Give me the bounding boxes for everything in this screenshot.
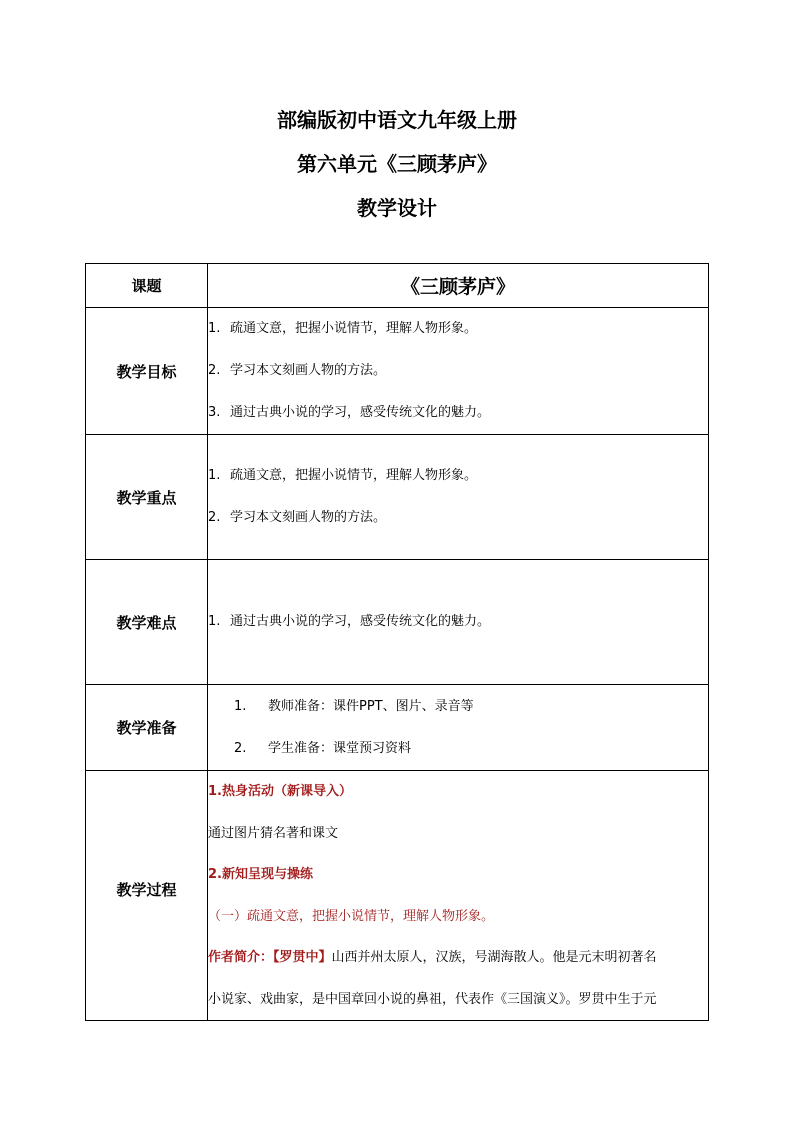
row-process bbox=[86, 771, 709, 1021]
preparation-list bbox=[208, 685, 709, 771]
label-difficulties: 教学难点 bbox=[86, 560, 208, 685]
row-key-points bbox=[86, 435, 709, 560]
row-preparation bbox=[86, 685, 709, 771]
process-step1-heading: 1.热身活动（新课导入） bbox=[208, 784, 352, 799]
label-process: 教学过程 bbox=[86, 771, 208, 1021]
process-content bbox=[208, 771, 709, 1021]
process-sub1-heading: （一）疏通文意，把握小说情节，理解人物形象。 bbox=[208, 908, 495, 924]
author-label: 作者简介： bbox=[208, 950, 274, 965]
process-author-line-2: 小说家、戏曲家，是中国章回小说的鼻祖，代表作《三国演义》。罗贯中生于元 bbox=[208, 991, 657, 1007]
label-topic: 课题 bbox=[86, 264, 208, 308]
list-item: 1. 疏通文意，把握小说情节，理解人物形象。 bbox=[208, 321, 478, 336]
objectives-list bbox=[208, 308, 709, 435]
document-title-block bbox=[0, 104, 794, 236]
row-objectives bbox=[86, 308, 709, 435]
lesson-plan-table bbox=[85, 263, 709, 1021]
label-preparation: 教学准备 bbox=[86, 685, 208, 771]
list-item: 2. 学习本文刻画人物的方法。 bbox=[208, 510, 387, 525]
title-unit: 第六单元《三顾茅庐》 bbox=[297, 152, 497, 176]
title-design: 教学设计 bbox=[357, 196, 437, 220]
list-item: 1. 疏通文意，把握小说情节，理解人物形象。 bbox=[208, 468, 478, 483]
label-objectives: 教学目标 bbox=[86, 308, 208, 435]
key-points-list bbox=[208, 435, 709, 560]
list-item: 2. 学生准备：课堂预习资料 bbox=[234, 740, 412, 756]
row-topic bbox=[86, 264, 709, 308]
title-textbook: 部编版初中语文九年级上册 bbox=[277, 108, 517, 132]
author-text-1: 山西并州太原人，汉族，号湖海散人。他是元末明初著名 bbox=[331, 950, 657, 965]
list-item: 1. 通过古典小说的学习，感受传统文化的魅力。 bbox=[208, 614, 491, 629]
list-item: 1. 教师准备：课件PPT、图片、录音等 bbox=[234, 698, 474, 714]
process-step2-heading: 2.新知呈现与操练 bbox=[208, 867, 313, 882]
label-key-points: 教学重点 bbox=[86, 435, 208, 560]
difficulties-list bbox=[208, 560, 709, 685]
list-item: 3. 通过古典小说的学习，感受传统文化的魅力。 bbox=[208, 405, 491, 420]
topic-value: 《三顾茅庐》 bbox=[208, 264, 709, 308]
list-item: 2. 学习本文刻画人物的方法。 bbox=[208, 363, 387, 378]
row-difficulties bbox=[86, 560, 709, 685]
process-step1-text: 通过图片猜名著和课文 bbox=[208, 825, 339, 841]
author-name: 【罗贯中】 bbox=[273, 950, 332, 965]
process-author-line-1 bbox=[208, 937, 708, 979]
